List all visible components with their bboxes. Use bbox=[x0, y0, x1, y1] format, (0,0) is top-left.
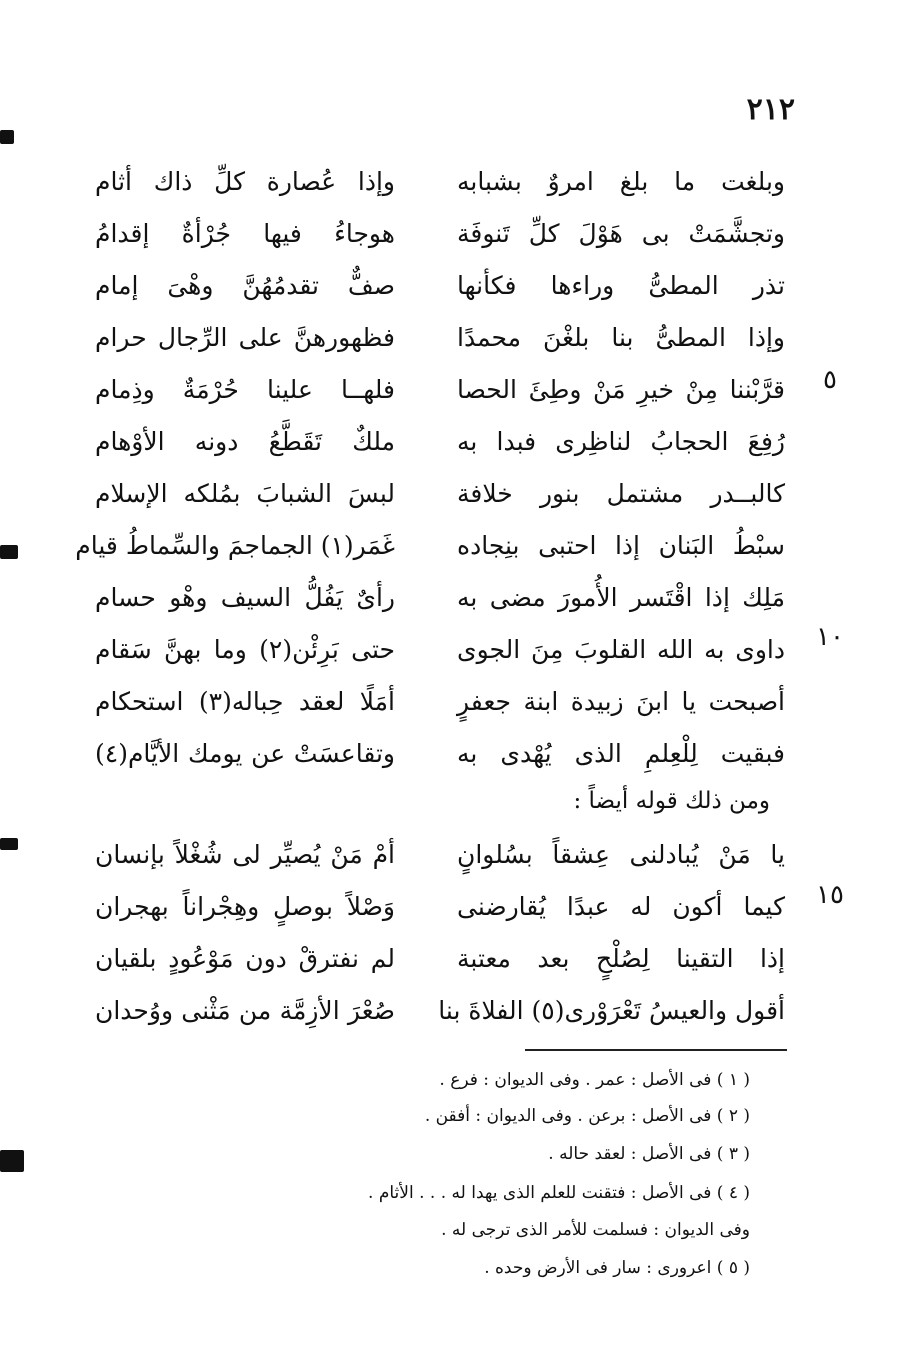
verse-first-hemistich: فبقيت لِلْعِلمِ الذى يُهْدى به bbox=[457, 739, 785, 768]
verse-second-hemistich: أمَلًا لعقد حِباله(٣) استحكام bbox=[95, 687, 395, 716]
verse-row bbox=[95, 157, 785, 207]
verse-second-hemistich: غَمَر(١) الجماجمَ والسِّماطُ قيام bbox=[75, 531, 395, 560]
verse-number: ١٠ bbox=[816, 622, 844, 652]
verse-second-hemistich: فظهورهنَّ على الرِّجال حرام bbox=[95, 323, 395, 352]
verse-row bbox=[95, 934, 785, 984]
verse-first-hemistich: يا مَنْ يُبادلنى عِشقاً بسُلوانٍ bbox=[457, 840, 785, 869]
margin-mark bbox=[0, 130, 14, 144]
verse-second-hemistich: رأىٌ يَفُلُّ السيف وهْو حسام bbox=[95, 583, 395, 612]
verse-first-hemistich: سبْطُ البَنان إذا احتبى بنِجاده bbox=[457, 531, 785, 560]
verse-second-hemistich: صفٌّ تقدمُهُنَّ وهْىَ إمام bbox=[95, 271, 395, 300]
verse-row bbox=[95, 365, 785, 415]
verse-row bbox=[95, 313, 785, 363]
verse-second-hemistich: وتقاعسَتْ عن يومك الأيَّام(٤) bbox=[95, 739, 395, 768]
verse-first-hemistich: داوى به الله القلوبَ مِنَ الجوى bbox=[457, 635, 785, 664]
verse-first-hemistich: أصبحت يا ابنَ زبيدة ابنة جعفرٍ bbox=[457, 687, 785, 716]
margin-mark bbox=[0, 838, 18, 850]
verse-second-hemistich: وإذا عُصارة كلِّ ذاك أثام bbox=[95, 167, 395, 196]
footnote: ( ١ ) فى الأصل : عمر . وفى الديوان : فرع . bbox=[439, 1070, 750, 1090]
verse-row bbox=[95, 469, 785, 519]
verse-second-hemistich: حتى بَرِئْن(٢) وما بهنَّ سَقام bbox=[95, 635, 395, 664]
verse-row bbox=[95, 209, 785, 259]
footnote: وفى الديوان : فسلمت للأمر الذى ترجى له . bbox=[441, 1220, 750, 1240]
verse-second-hemistich: هوجاءُ فيها جُرْأةٌ إقدامُ bbox=[95, 219, 395, 248]
verse-row bbox=[75, 521, 785, 571]
page-number: ٢١٢ bbox=[746, 92, 795, 127]
verse-second-hemistich: لبسَ الشبابَ بمُلكه الإسلام bbox=[95, 479, 395, 508]
verse-row bbox=[95, 986, 785, 1036]
verse-number: ١٥ bbox=[816, 880, 844, 910]
margin-mark bbox=[0, 545, 18, 559]
verse-first-hemistich: رُفِعَ الحجابُ لناظِرى فبدا به bbox=[457, 427, 785, 456]
verse-first-hemistich: مَلِك إذا اقْتَسر الأُمورَ مضى به bbox=[457, 583, 785, 612]
verse-row bbox=[95, 729, 785, 779]
verse-row bbox=[95, 882, 785, 932]
verse-second-hemistich: فلهــا علينا حُرْمَةٌ وذِمام bbox=[95, 375, 395, 404]
verse-row bbox=[95, 417, 785, 467]
verse-number: ٥ bbox=[823, 365, 837, 395]
verse-row bbox=[95, 261, 785, 311]
verse-first-hemistich: كيما أكون له عبدًا يُقارضنى bbox=[457, 892, 785, 921]
margin-mark bbox=[0, 1150, 24, 1172]
verse-first-hemistich: كالبــدر مشتمل بنور خلافة bbox=[457, 479, 785, 508]
verse-row bbox=[95, 830, 785, 880]
verse-second-hemistich: صُعْرَ الأزِمَّة من مَثْنى ووُحدان bbox=[95, 996, 395, 1025]
verse-second-hemistich: أمْ مَنْ يُصيِّر لى شُغْلاً بإنسان bbox=[95, 840, 395, 869]
verse-first-hemistich: وتجشَّمَتْ بى هَوْلَ كلِّ تَنوفَة bbox=[457, 219, 785, 248]
verse-first-hemistich: أقول والعيسُ تَعْرَوْرى(٥) الفلاةَ بنا bbox=[438, 996, 785, 1025]
verse-first-hemistich: وإذا المطىُّ بنا بلغْنَ محمدًا bbox=[457, 323, 785, 352]
verse-row bbox=[95, 573, 785, 623]
verse-first-hemistich: قرَّبْننا مِنْ خيرِ مَنْ وطِئَ الحصا bbox=[457, 375, 785, 404]
verse-first-hemistich: إذا التقينا لِصُلْحٍ بعد معتبة bbox=[457, 944, 785, 973]
footnote: ( ٥ ) اعرورى : سار فى الأرض وحده . bbox=[484, 1258, 750, 1278]
footnote: ( ٢ ) فى الأصل : برعن . وفى الديوان : أفقن . bbox=[424, 1106, 750, 1126]
verse-row bbox=[95, 677, 785, 727]
verse-first-hemistich: تذر المطىُّ وراءها فكأنها bbox=[457, 271, 785, 300]
verse-second-hemistich: لم نفترقْ دون مَوْعُودٍ بلقيان bbox=[95, 944, 395, 973]
poem-introduction: ومن ذلك قوله أيضاً : bbox=[573, 788, 770, 814]
verse-row bbox=[95, 625, 785, 675]
footnote: ( ٣ ) فى الأصل : لعقد حاله . bbox=[548, 1144, 750, 1164]
verse-first-hemistich: وبلغت ما بلغ امروٌ بشبابه bbox=[457, 167, 785, 196]
footnote-divider bbox=[525, 1049, 787, 1051]
verse-second-hemistich: وَصْلاً بوصلٍ وهِجْراناً بهجران bbox=[95, 892, 395, 921]
verse-second-hemistich: ملكٌ تَقَطَّعُ دونه الأوْهام bbox=[95, 427, 395, 456]
footnote: ( ٤ ) فى الأصل : فتقنت للعلم الذى يهدا له . . . الأثام . bbox=[368, 1183, 750, 1203]
